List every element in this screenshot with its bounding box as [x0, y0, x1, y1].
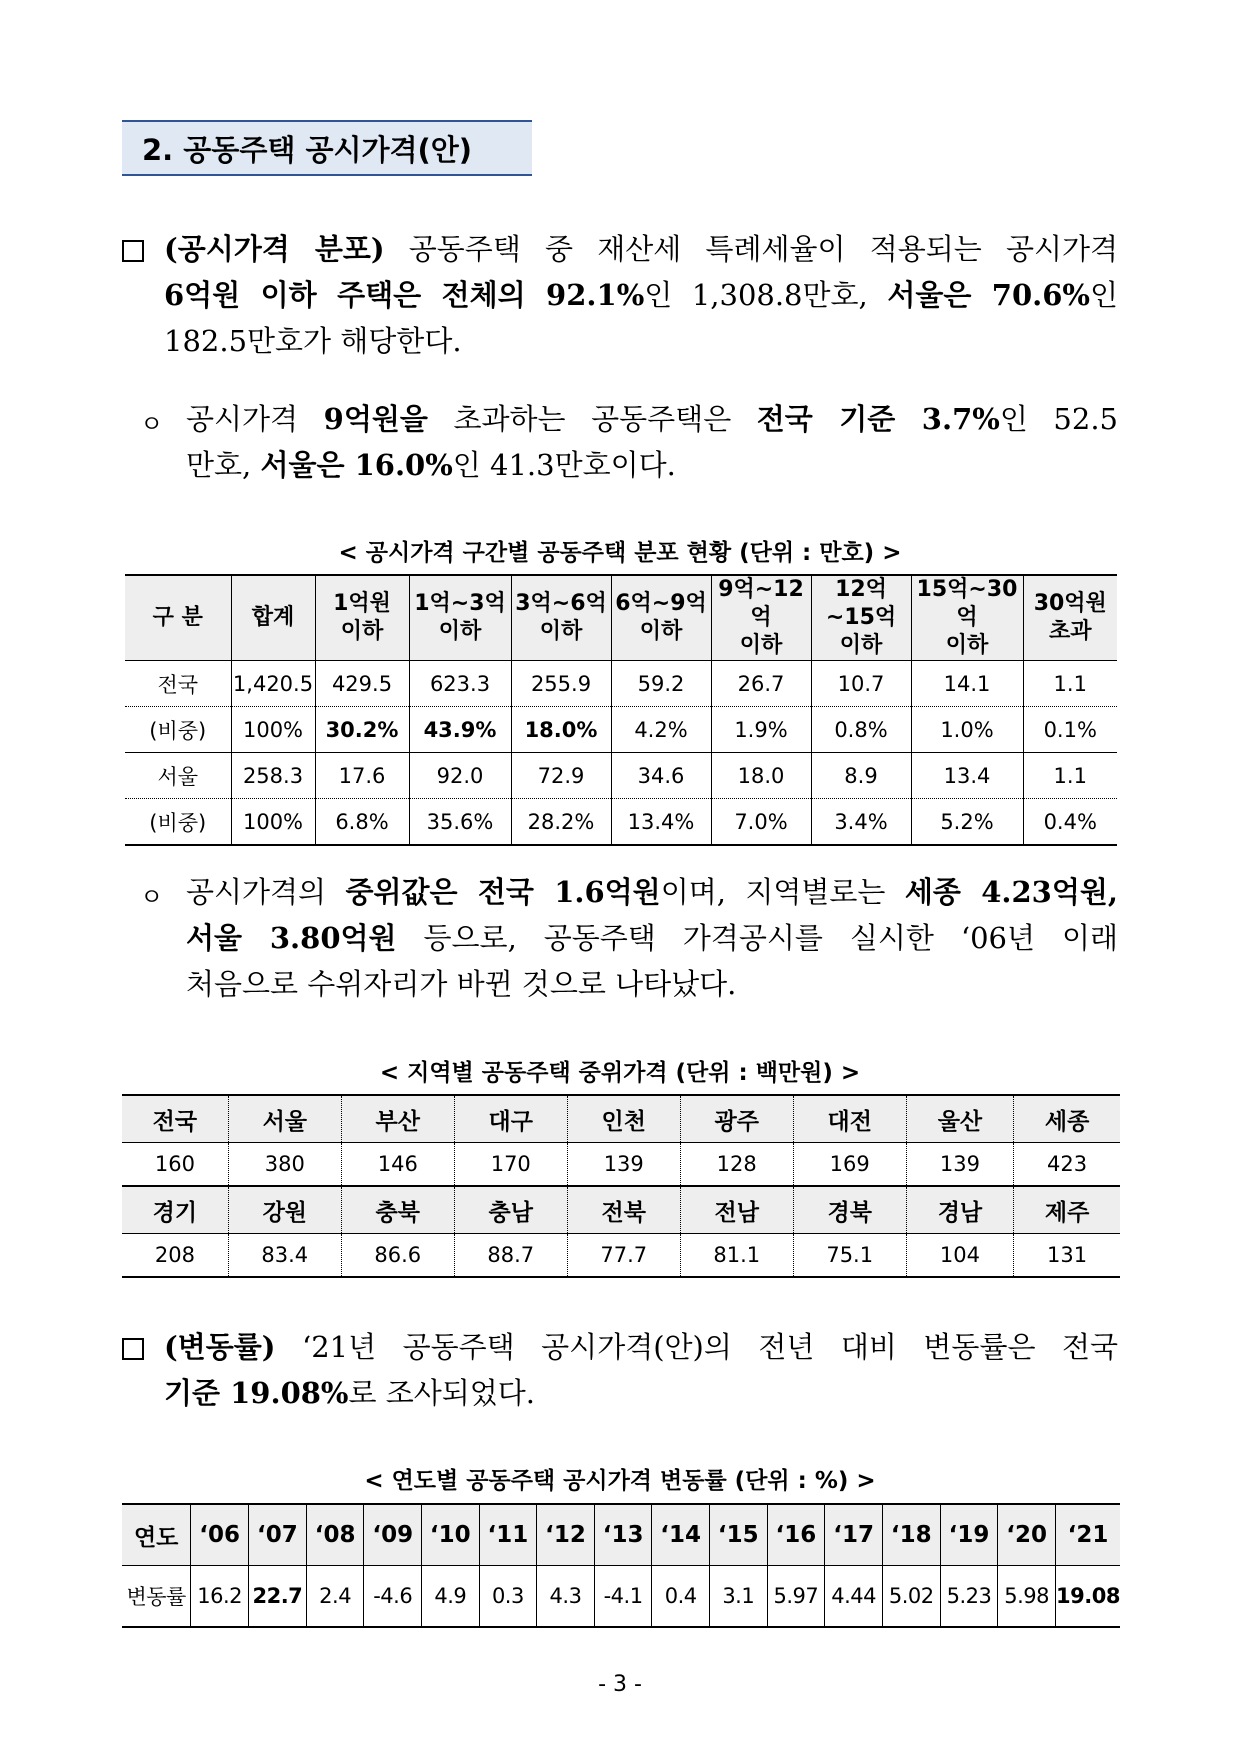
row-label: (비중) — [125, 799, 231, 846]
table-cell: 43.9% — [409, 707, 511, 753]
paragraph-text: ‘21년 공동주택 공시가격(안)의 전년 대비 변동률은 전국 — [275, 1330, 1118, 1364]
distribution-paragraph — [164, 226, 1118, 364]
paragraph-text: 공시가격의 — [186, 875, 346, 909]
paragraph-line: 처음으로 수위자리가 바뀐 것으로 나타났다. — [186, 967, 737, 1001]
table-cell: 88.7 — [454, 1234, 567, 1278]
row-label: 서울 — [125, 753, 231, 799]
page-number: - 3 - — [598, 1672, 642, 1697]
header-cell: 1억~3억 이하 — [409, 575, 511, 661]
region-cell: 광주 — [680, 1095, 793, 1143]
table-cell: 5.2% — [911, 799, 1023, 846]
table-cell: 34.6 — [611, 753, 711, 799]
table-cell: 5.97 — [767, 1566, 825, 1628]
year-cell: ‘07 — [249, 1504, 307, 1566]
paragraph-text: 인 — [1090, 278, 1119, 312]
table-cell: 100% — [231, 799, 315, 846]
table-cell: 59.2 — [611, 661, 711, 707]
table-cell: 1.9% — [711, 707, 811, 753]
table-cell: 81.1 — [680, 1234, 793, 1278]
region-cell: 전북 — [567, 1186, 680, 1234]
table-cell: 2.4 — [306, 1566, 364, 1628]
table-cell: 170 — [454, 1143, 567, 1187]
paragraph-text: 만호, — [186, 448, 261, 482]
table-cell: 131 — [1014, 1234, 1120, 1278]
table-cell: 104 — [906, 1234, 1013, 1278]
paragraph-emphasis: 세종 4.23억원, — [904, 875, 1118, 909]
table-cell: 4.44 — [825, 1566, 883, 1628]
row-label: 변동률 — [122, 1566, 191, 1628]
paragraph-line — [186, 442, 1118, 488]
region-cell: 충남 — [454, 1186, 567, 1234]
table-cell: 35.6% — [409, 799, 511, 846]
table-row — [125, 661, 1117, 707]
region-header-row — [122, 1095, 1120, 1143]
table-cell: -4.6 — [364, 1566, 422, 1628]
header-cell: 3억~6억 이하 — [511, 575, 611, 661]
table-cell: 128 — [680, 1143, 793, 1187]
region-cell: 인천 — [567, 1095, 680, 1143]
header-cell: 12억~15억 이하 — [811, 575, 911, 661]
table-row — [125, 753, 1117, 799]
table-cell: 255.9 — [511, 661, 611, 707]
paragraph-line — [186, 396, 1118, 442]
table-cell: 16.2 — [191, 1566, 249, 1628]
paragraph-emphasis: 6억원 이하 주택은 전체의 92.1% — [164, 278, 645, 312]
row-label: 연도 — [122, 1504, 191, 1566]
paragraph-text: 인 41.3만호이다. — [452, 448, 676, 482]
year-cell: ‘16 — [767, 1504, 825, 1566]
region-cell: 전남 — [680, 1186, 793, 1234]
table-cell: 3.4% — [811, 799, 911, 846]
table-row — [125, 707, 1117, 753]
header-cell: 6억~9억 이하 — [611, 575, 711, 661]
table-cell: 8.9 — [811, 753, 911, 799]
table-cell: 19.08 — [1056, 1566, 1121, 1628]
region-header-row — [122, 1186, 1120, 1234]
paragraph-line — [164, 272, 1118, 318]
table-cell: 75.1 — [793, 1234, 906, 1278]
table-cell: 17.6 — [315, 753, 409, 799]
table-cell: 160 — [122, 1143, 228, 1187]
year-header-row — [122, 1504, 1120, 1566]
rate-row — [122, 1566, 1120, 1628]
paragraph-text: 인 1,308.8만호, — [644, 278, 888, 312]
table-cell: 86.6 — [341, 1234, 454, 1278]
table-cell: 1.1 — [1023, 661, 1117, 707]
header-cell: 합계 — [231, 575, 315, 661]
table-cell: 5.23 — [940, 1566, 998, 1628]
year-cell: ‘10 — [422, 1504, 480, 1566]
paragraph-text: 이며, 지역별로는 — [660, 875, 905, 909]
year-cell: ‘06 — [191, 1504, 249, 1566]
region-cell: 경남 — [906, 1186, 1013, 1234]
table-cell: 13.4% — [611, 799, 711, 846]
paragraph-heading: (공시가격 분포) — [164, 232, 385, 266]
table-cell: 146 — [341, 1143, 454, 1187]
region-cell: 세종 — [1014, 1095, 1120, 1143]
table-header-row — [125, 575, 1117, 661]
header-cell: 30억원 초과 — [1023, 575, 1117, 661]
table-cell: 423 — [1014, 1143, 1120, 1187]
value-row — [122, 1143, 1120, 1187]
year-cell: ‘08 — [306, 1504, 364, 1566]
year-cell: ‘12 — [537, 1504, 595, 1566]
region-cell: 전국 — [122, 1095, 228, 1143]
table-cell: 13.4 — [911, 753, 1023, 799]
table-cell: 0.1% — [1023, 707, 1117, 753]
year-cell: ‘14 — [652, 1504, 710, 1566]
region-cell: 제주 — [1014, 1186, 1120, 1234]
region-cell: 경북 — [793, 1186, 906, 1234]
row-label: (비중) — [125, 707, 231, 753]
year-cell: ‘21 — [1056, 1504, 1121, 1566]
table-cell: 0.4% — [1023, 799, 1117, 846]
header-cell: 9억~12억 이하 — [711, 575, 811, 661]
table-cell: 429.5 — [315, 661, 409, 707]
table-cell: 7.0% — [711, 799, 811, 846]
paragraph-emphasis: 중위값은 전국 1.6억원 — [345, 875, 661, 909]
region-cell: 강원 — [228, 1186, 341, 1234]
table-cell: 3.1 — [709, 1566, 767, 1628]
paragraph-heading: (변동률) — [164, 1330, 276, 1364]
table-cell: 18.0% — [511, 707, 611, 753]
paragraph-text: 로 조사되었다. — [348, 1376, 536, 1410]
region-cell: 대구 — [454, 1095, 567, 1143]
paragraph-line — [164, 1324, 1118, 1370]
year-cell: ‘09 — [364, 1504, 422, 1566]
table-cell: 28.2% — [511, 799, 611, 846]
year-cell: ‘15 — [709, 1504, 767, 1566]
year-cell: ‘11 — [479, 1504, 537, 1566]
circle-bullet-icon: ㅇ — [140, 883, 164, 911]
paragraph-text: 공동주택 중 재산세 특례세율이 적용되는 공시가격 — [384, 232, 1118, 266]
checkbox-bullet-icon — [122, 1338, 144, 1360]
region-cell: 대전 — [793, 1095, 906, 1143]
paragraph-emphasis: 기준 19.08% — [164, 1376, 349, 1410]
table-cell: 14.1 — [911, 661, 1023, 707]
table-cell: 0.4 — [652, 1566, 710, 1628]
region-cell: 부산 — [341, 1095, 454, 1143]
table-cell: 10.7 — [811, 661, 911, 707]
value-row — [122, 1234, 1120, 1278]
yearly-change-rate-table — [122, 1503, 1120, 1628]
region-cell: 충북 — [341, 1186, 454, 1234]
table2-caption: < 지역별 공동주택 중위가격 (단위 : 백만원) > — [379, 1060, 861, 1086]
table-cell: 623.3 — [409, 661, 511, 707]
table1-caption: < 공시가격 구간별 공동주택 분포 현황 (단위 : 만호) > — [338, 540, 902, 566]
table-cell: 0.3 — [479, 1566, 537, 1628]
paragraph-text: 인 52.5 — [999, 402, 1118, 436]
paragraph-line — [186, 915, 1118, 961]
header-cell: 15억~30억 이하 — [911, 575, 1023, 661]
region-cell: 서울 — [228, 1095, 341, 1143]
regional-median-price-table — [122, 1094, 1120, 1278]
median-price-paragraph — [186, 869, 1118, 1007]
paragraph-line — [164, 226, 1118, 272]
table-cell: 139 — [906, 1143, 1013, 1187]
table-cell: 380 — [228, 1143, 341, 1187]
table-cell: 139 — [567, 1143, 680, 1187]
table-cell: 72.9 — [511, 753, 611, 799]
table-cell: 4.3 — [537, 1566, 595, 1628]
table-cell: 30.2% — [315, 707, 409, 753]
table-cell: 1,420.5 — [231, 661, 315, 707]
paragraph-line: 182.5만호가 해당한다. — [164, 324, 462, 358]
table-cell: 169 — [793, 1143, 906, 1187]
table-cell: 83.4 — [228, 1234, 341, 1278]
paragraph-text: 초과하는 공동주택은 — [427, 402, 757, 436]
paragraph-emphasis: 서울 3.80억원 — [186, 921, 397, 955]
year-cell: ‘20 — [998, 1504, 1056, 1566]
table-cell: 92.0 — [409, 753, 511, 799]
table-cell: 1.0% — [911, 707, 1023, 753]
paragraph-emphasis: 전국 기준 3.7% — [756, 402, 1000, 436]
table-cell: 4.2% — [611, 707, 711, 753]
region-cell: 울산 — [906, 1095, 1013, 1143]
table-cell: 5.98 — [998, 1566, 1056, 1628]
table-cell: 26.7 — [711, 661, 811, 707]
table-cell: 5.02 — [882, 1566, 940, 1628]
table-cell: 18.0 — [711, 753, 811, 799]
over-9-paragraph — [186, 396, 1118, 488]
paragraph-emphasis: 서울은 70.6% — [887, 278, 1090, 312]
year-cell: ‘18 — [882, 1504, 940, 1566]
table-cell: 6.8% — [315, 799, 409, 846]
year-cell: ‘13 — [594, 1504, 652, 1566]
table-cell: 258.3 — [231, 753, 315, 799]
circle-bullet-icon: ㅇ — [140, 410, 164, 438]
section-title: 2. 공동주택 공시가격(안) — [122, 120, 532, 176]
paragraph-emphasis: 서울은 16.0% — [260, 448, 453, 482]
table-cell: 22.7 — [249, 1566, 307, 1628]
paragraph-text: 공시가격 — [186, 402, 324, 436]
table-cell: 0.8% — [811, 707, 911, 753]
table3-caption: < 연도별 공동주택 공시가격 변동률 (단위 : %) > — [364, 1468, 876, 1494]
price-range-distribution-table — [125, 574, 1117, 846]
row-label: 전국 — [125, 661, 231, 707]
region-cell: 경기 — [122, 1186, 228, 1234]
year-cell: ‘17 — [825, 1504, 883, 1566]
header-cell: 구 분 — [125, 575, 231, 661]
table-cell: -4.1 — [594, 1566, 652, 1628]
paragraph-text: 등으로, 공동주택 가격공시를 실시한 ‘06년 이래 — [396, 921, 1118, 955]
paragraph-line — [186, 869, 1118, 915]
change-rate-paragraph — [164, 1324, 1118, 1416]
table-cell: 4.9 — [422, 1566, 480, 1628]
paragraph-line — [164, 1370, 1118, 1416]
year-cell: ‘19 — [940, 1504, 998, 1566]
table-row — [125, 799, 1117, 846]
header-cell: 1억원 이하 — [315, 575, 409, 661]
table-cell: 208 — [122, 1234, 228, 1278]
table-cell: 1.1 — [1023, 753, 1117, 799]
table-cell: 77.7 — [567, 1234, 680, 1278]
paragraph-emphasis: 9억원을 — [323, 402, 428, 436]
checkbox-bullet-icon — [122, 240, 144, 262]
table-cell: 100% — [231, 707, 315, 753]
